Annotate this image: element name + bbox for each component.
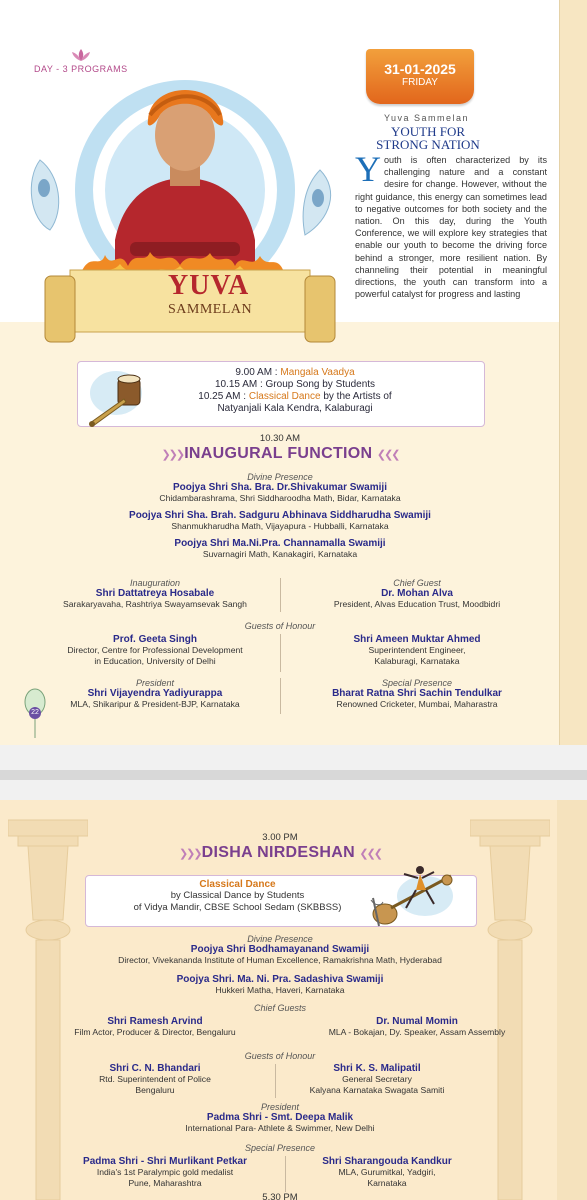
honour-right-block bbox=[292, 634, 542, 667]
left-arrows-icon: ❯❯❯ bbox=[178, 848, 202, 860]
column-divider bbox=[280, 678, 281, 714]
date-badge bbox=[366, 49, 474, 104]
chief-right-block bbox=[292, 1016, 542, 1038]
banner-title: YUVA bbox=[168, 270, 250, 301]
guest-desc: Sarakaryavaha, Rashtriya Swayamsevak Sangh bbox=[63, 599, 247, 609]
guest-desc: Shanmukharudha Math, Vijayapura - Hubballi, Karnataka bbox=[171, 521, 389, 531]
honour-left-block bbox=[30, 634, 280, 667]
program-line: by Classical Dance by Students bbox=[170, 890, 305, 901]
guest-desc: Director, Centre for Professional Development bbox=[67, 645, 243, 655]
next-session-time: 5.30 PM bbox=[262, 1192, 298, 1200]
dancer-icon bbox=[400, 864, 436, 910]
role-label: Divine Presence bbox=[247, 472, 313, 482]
section-title-line1: YOUTH FOR bbox=[390, 124, 466, 139]
guest-desc: Kalaburagi, Karnataka bbox=[374, 656, 460, 666]
intro-paragraph bbox=[355, 149, 547, 300]
guest-desc: Superintendent Engineer, bbox=[368, 645, 466, 655]
guest-desc: General Secretary bbox=[342, 1074, 412, 1084]
morning-program-list bbox=[150, 367, 440, 415]
lotus-icon bbox=[70, 48, 92, 62]
guest-desc: in Education, University of Delhi bbox=[94, 656, 216, 666]
guest-name: Poojya Shri Ma.Ni.Pra. Channamalla Swamiji bbox=[174, 538, 386, 549]
guest-desc: India's 1st Paralympic gold medalist bbox=[96, 1167, 234, 1177]
guest-desc: President, Alvas Education Trust, Moodbidri bbox=[333, 599, 501, 609]
date-text: 31-01-2025 bbox=[384, 61, 456, 77]
program-line: of Vidya Mandir, CBSE School Sedam (SKBBSS) bbox=[133, 902, 342, 913]
role-label: Guests of Honour bbox=[244, 621, 316, 631]
drum-icon bbox=[88, 365, 148, 427]
guest-desc: Chidambarashrama, Shri Siddharoodha Math, Bidar, Karnataka bbox=[159, 493, 401, 503]
guest-desc: Kalyana Karnataka Swagata Samiti bbox=[309, 1085, 445, 1095]
disha-title: DISHA NIRDESHAN bbox=[201, 844, 355, 861]
guest-desc: Pune, Maharashtra bbox=[128, 1178, 202, 1188]
guest-desc: Film Actor, Producer & Director, Bengaluru bbox=[74, 1027, 236, 1037]
program-line: 10.15 AM : Group Song by Students bbox=[214, 379, 376, 390]
section-title bbox=[358, 125, 498, 151]
right-arrows-icon: ❮❮❮ bbox=[359, 848, 382, 860]
page-shadow bbox=[0, 770, 587, 780]
inaugural-title: INAUGURAL FUNCTION bbox=[184, 445, 373, 462]
program-line: 10.25 AM : Classical Dance by the Artists of bbox=[198, 391, 392, 402]
program-title: Classical Dance bbox=[199, 879, 276, 890]
inaugural-time: 10.30 AM bbox=[259, 433, 301, 444]
guest-name: Shri Vijayendra Yadiyurappa bbox=[87, 688, 223, 699]
guest-desc: Rtd. Superintendent of Police bbox=[99, 1074, 211, 1084]
column-divider bbox=[280, 634, 281, 672]
special-left-block bbox=[40, 1156, 290, 1189]
guest-name: Prof. Geeta Singh bbox=[113, 634, 197, 645]
president-block bbox=[30, 678, 280, 710]
role-label: Guests of Honour bbox=[244, 1051, 316, 1061]
guest-name: Poojya Shri. Ma. Ni. Pra. Sadashiva Swamiji bbox=[176, 974, 384, 985]
honour-right-block bbox=[252, 1063, 502, 1096]
guest-name: Padma Shri - Shri Murlikant Petkar bbox=[83, 1156, 247, 1167]
special-right-block bbox=[262, 1156, 512, 1189]
role-label: President bbox=[135, 678, 175, 688]
guest-desc: MLA - Bokajan, Dy. Speaker, Assam Assembly bbox=[328, 1027, 506, 1037]
weekday-text: FRIDAY bbox=[402, 77, 438, 88]
guest-name: Poojya Shri Bodhamayanand Swamiji bbox=[190, 944, 370, 955]
left-arrows-icon: ❯❯❯ bbox=[161, 449, 185, 461]
chief-guest-block bbox=[292, 578, 542, 610]
guest-desc: Hukkeri Matha, Haveri, Karnataka bbox=[215, 985, 345, 995]
guest-desc: MLA, Gurumitkal, Yadgiri, bbox=[338, 1167, 436, 1177]
chief-left-block bbox=[30, 1016, 280, 1038]
guest-name: Shri Ameen Muktar Ahmed bbox=[353, 634, 481, 645]
brochure-page-disha-nirdeshan bbox=[0, 800, 587, 1200]
guest-name: Dr. Numal Momin bbox=[376, 1016, 458, 1027]
guest-name: Shri K. S. Malipatil bbox=[333, 1063, 421, 1074]
guest-name: Poojya Shri Sha. Bra. Dr.Shivakumar Swamiji bbox=[173, 482, 387, 493]
guest-desc: International Para- Athlete & Swimmer, New Delhi bbox=[185, 1123, 375, 1133]
special-presence-block bbox=[292, 678, 542, 710]
intro-text: outh is often characterized by its challenging nature and a constant desire for change. However, without the right guidance, this energy can sometimes lead to negative outcomes for both society and the nation. On this day, during the Youth Conference, we will explore key strategies that enable our youth to become the driving force behind a stronger, more resilient nation. By channeling their potential in meaningful directions, the youth can transform into a powerful catalyst for progress and lasting bbox=[355, 155, 547, 300]
guest-name: Shri Dattatreya Hosabale bbox=[95, 588, 215, 599]
section-title-line2: STRONG NATION bbox=[376, 137, 480, 152]
page-number: 22 bbox=[29, 707, 41, 719]
peacock-feather-icon bbox=[31, 160, 58, 230]
role-label: Inauguration bbox=[129, 578, 181, 588]
guest-desc: MLA, Shikaripur & President-BJP, Karnataka bbox=[70, 699, 240, 709]
guest-name: Shri Ramesh Arvind bbox=[107, 1016, 203, 1027]
disha-heading bbox=[0, 844, 560, 862]
role-label: Special Presence bbox=[244, 1143, 316, 1153]
role-label: Divine Presence bbox=[247, 934, 313, 944]
inauguration-block bbox=[30, 578, 280, 610]
afternoon-program-text bbox=[85, 879, 390, 914]
disha-time: 3.00 PM bbox=[262, 832, 298, 843]
guest-name: Dr. Mohan Alva bbox=[381, 588, 453, 599]
role-label: Special Presence bbox=[381, 678, 453, 688]
drop-cap: Y bbox=[355, 149, 381, 189]
role-label: Chief Guests bbox=[253, 1003, 307, 1013]
role-label: President bbox=[260, 1102, 300, 1112]
page-edge bbox=[557, 800, 587, 1200]
guest-desc: Bengaluru bbox=[135, 1085, 175, 1095]
guest-desc: Director, Vivekananda Institute of Human Excellence, Ramakrishna Math, Hyderabad bbox=[118, 955, 442, 965]
guest-desc: Suvarnagiri Math, Kanakagiri, Karnataka bbox=[202, 549, 358, 559]
guest-desc: Karnataka bbox=[367, 1178, 407, 1188]
column-divider bbox=[280, 578, 281, 612]
guest-name: Padma Shri - Smt. Deepa Malik bbox=[206, 1112, 354, 1123]
role-label: Chief Guest bbox=[393, 578, 441, 588]
guest-name: Bharat Ratna Shri Sachin Tendulkar bbox=[332, 688, 502, 699]
section-kicker: Yuva Sammelan bbox=[384, 113, 470, 123]
guest-name: Shri Sharangouda Kandkur bbox=[322, 1156, 452, 1167]
guest-name: Shri C. N. Bhandari bbox=[109, 1063, 201, 1074]
guest-name: Poojya Shri Sha. Brah. Sadguru Abhinava Siddharudha Swamiji bbox=[129, 510, 431, 521]
banner-subtitle: SAMMELAN bbox=[168, 302, 253, 317]
guest-desc: Renowned Cricketer, Mumbai, Maharastra bbox=[336, 699, 498, 709]
program-line: 9.00 AM : Mangala Vaadya bbox=[235, 367, 355, 378]
page-edge bbox=[559, 0, 587, 745]
right-arrows-icon: ❮❮❮ bbox=[376, 449, 399, 461]
honour-left-block bbox=[30, 1063, 280, 1096]
day-label: DAY - 3 PROGRAMS bbox=[34, 64, 128, 74]
inaugural-heading bbox=[0, 445, 560, 463]
program-line: Natyanjali Kala Kendra, Kalaburagi bbox=[217, 403, 373, 414]
